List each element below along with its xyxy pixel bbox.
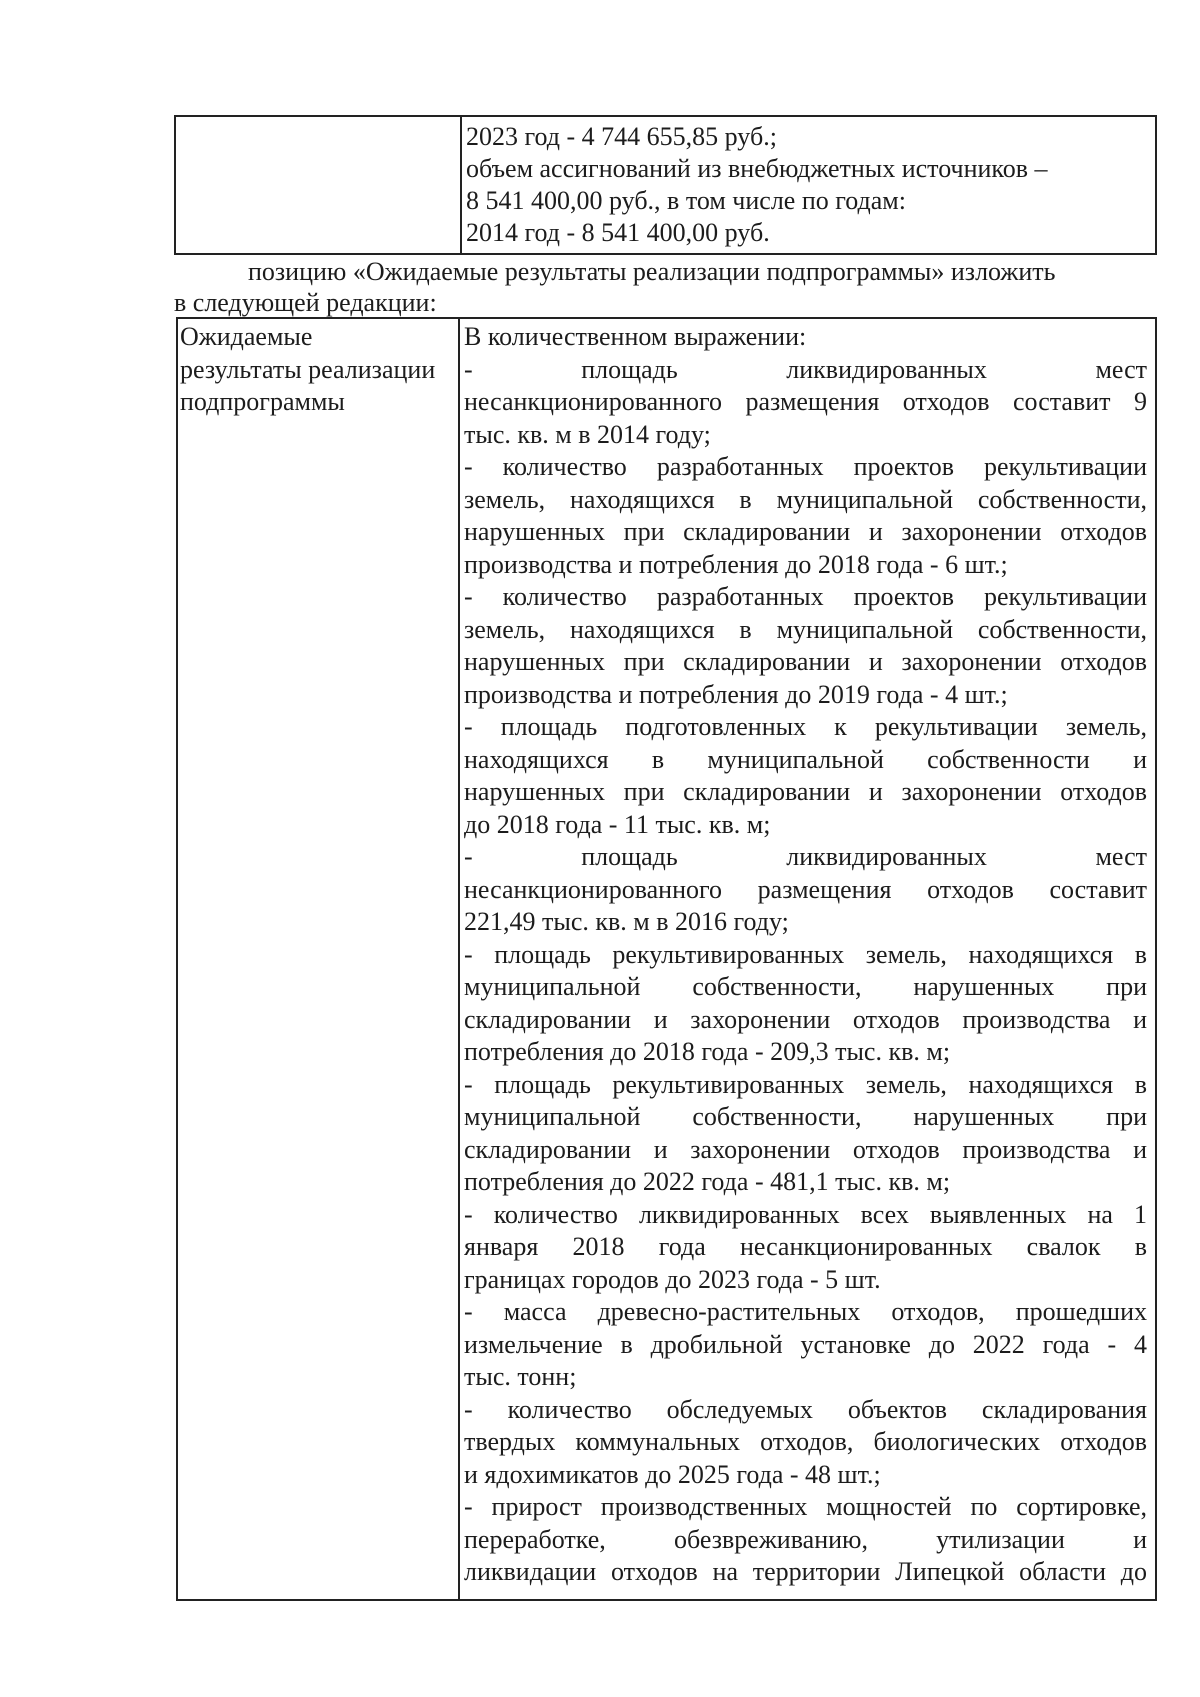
result-line: - прирост производственных мощностей по сортировке, (464, 1492, 1147, 1521)
result-line: твердых коммунальных отходов, биологических отходов (464, 1427, 1147, 1456)
row-header-line: Ожидаемые (180, 322, 313, 351)
result-line: границах городов до 2023 года - 5 шт. (464, 1264, 881, 1294)
column-divider (460, 117, 462, 253)
result-line: - площадь рекультивированных земель, находящихся в (464, 1069, 1147, 1099)
result-line: и ядохимикатов до 2025 года - 48 шт.; (464, 1459, 881, 1489)
results-cell (464, 321, 1147, 1589)
result-line: складировании и захоронении отходов производства и (464, 1004, 1147, 1034)
result-line: до 2018 года - 11 тыс. кв. м; (464, 809, 771, 839)
result-line: земель, находящихся в муниципальной собственности, (464, 614, 1147, 644)
paragraph-line: в следующей редакции: (174, 288, 437, 317)
result-line: несанкционированного размещения отходов составит (464, 874, 1147, 904)
result-line: производства и потребления до 2018 года - 6 шт.; (464, 549, 1008, 579)
result-line: В количественном выражении: (464, 322, 807, 351)
budget-line: 2014 год - 8 541 400,00 руб. (466, 218, 770, 247)
result-line: нарушенных при складировании и захоронении отходов (464, 517, 1147, 546)
result-line: нарушенных при складировании и захоронении отходов (464, 777, 1147, 806)
column-divider (458, 319, 460, 1599)
result-line: потребления до 2018 года - 209,3 тыс. кв. м; (464, 1037, 951, 1066)
expected-results-table (176, 317, 1157, 1601)
result-line: - количество ликвидированных всех выявленных на 1 (464, 1199, 1147, 1229)
result-line: находящихся в муниципальной собственности и (464, 744, 1147, 774)
result-line: - масса древесно-растительных отходов, прошедших (464, 1297, 1147, 1326)
result-line: - площадь рекультивированных земель, находящихся в (464, 939, 1147, 969)
result-line: земель, находящихся в муниципальной собственности, (464, 484, 1147, 514)
result-line: - площадь ликвидированных мест (464, 842, 1147, 871)
result-line: нарушенных при складировании и захоронении отходов (464, 647, 1147, 676)
result-line: измельчение в дробильной установке до 2022 года - 4 (464, 1329, 1147, 1359)
budget-line: 2023 год - 4 744 655,85 руб.; (466, 122, 777, 151)
result-line: переработке, обезвреживанию, утилизации и (464, 1524, 1147, 1554)
result-line: производства и потребления до 2019 года - 4 шт.; (464, 679, 1008, 709)
result-line: - количество обследуемых объектов складирования (464, 1394, 1147, 1424)
result-line: ликвидации отходов на территории Липецкой области до (464, 1557, 1147, 1586)
row-header-line: подпрограммы (180, 387, 345, 416)
result-line: муниципальной собственности, нарушенных при (464, 972, 1147, 1001)
budget-cell (466, 121, 1149, 249)
result-line: - площадь ликвидированных мест (464, 354, 1147, 384)
row-header-line: результаты реализации (180, 354, 436, 384)
result-line: - площадь подготовленных к рекультивации земель, (464, 712, 1147, 741)
amendment-paragraph (174, 256, 1134, 318)
result-line: тыс. тонн; (464, 1362, 577, 1391)
budget-line: объем ассигнований из внебюджетных источников – (466, 154, 1048, 183)
result-line: тыс. кв. м в 2014 году; (464, 419, 711, 449)
result-line: несанкционированного размещения отходов составит 9 (464, 387, 1147, 416)
result-line: января 2018 года несанкционированных свалок в (464, 1232, 1147, 1261)
paragraph-line: позицию «Ожидаемые результаты реализации подпрограммы» изложить (248, 257, 1056, 286)
budget-table-fragment (174, 115, 1157, 255)
result-line: муниципальной собственности, нарушенных при (464, 1102, 1147, 1131)
result-line: 221,49 тыс. кв. м в 2016 году; (464, 907, 789, 936)
budget-line: 8 541 400,00 руб., в том числе по годам: (466, 186, 906, 215)
row-header-cell (180, 321, 456, 419)
result-line: складировании и захоронении отходов производства и (464, 1134, 1147, 1164)
result-line: потребления до 2022 года - 481,1 тыс. кв. м; (464, 1167, 951, 1196)
result-line: - количество разработанных проектов рекультивации (464, 452, 1147, 481)
result-line: - количество разработанных проектов рекультивации (464, 582, 1147, 611)
